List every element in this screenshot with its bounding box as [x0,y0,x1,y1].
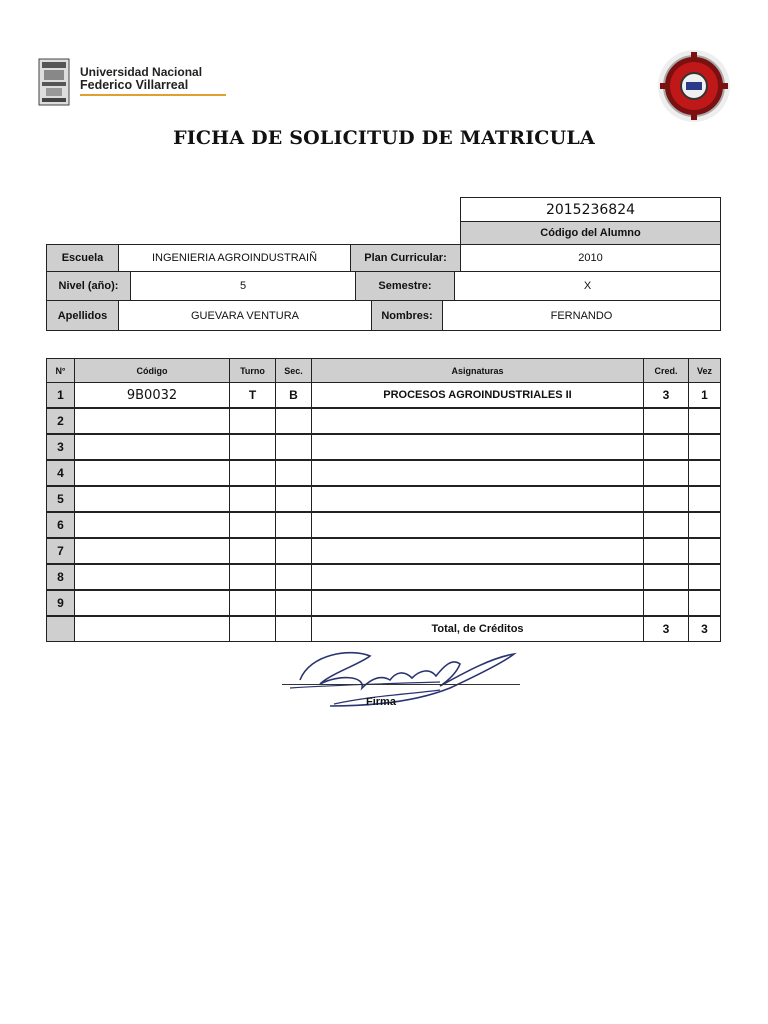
table-cell-cred [643,538,689,564]
nivel-label: Nivel (año): [46,271,131,301]
table-cell-turno [229,564,276,590]
table-cell-cred [643,408,689,434]
table-cell-vez: 1 [688,382,721,408]
table-cell-n: 3 [46,434,75,460]
table-cell-cred [643,486,689,512]
table-cell-sec [275,564,312,590]
column-header-sec: Sec. [275,358,312,383]
total-credits-label: Total, de Créditos [311,616,644,642]
table-cell-n: 1 [46,382,75,408]
university-name-line1: Universidad Nacional [80,65,203,79]
handwritten-signature-icon [290,644,522,710]
table-cell-cred [643,564,689,590]
table-cell-vez [688,538,721,564]
student-code-label: Código del Alumno [460,221,721,245]
table-cell-cred: 3 [643,382,689,408]
table-cell-n: 4 [46,460,75,486]
university-name-line2: Federico Villarreal [80,78,189,92]
table-cell-asignatura [311,486,644,512]
total-credits-value: 3 [643,616,689,642]
university-name [80,66,230,96]
plan-curricular-value: 2010 [460,244,721,272]
table-cell-vez [688,434,721,460]
table-cell-n: 8 [46,564,75,590]
table-cell-sec [275,486,312,512]
table-cell-asignatura: PROCESOS AGROINDUSTRIALES II [311,382,644,408]
escuela-value: INGENIERIA AGROINDUSTRAIÑ [118,244,351,272]
table-cell-asignatura [311,538,644,564]
table-cell-turno [229,486,276,512]
table-cell-sec: B [275,382,312,408]
column-header-codigo: Código [74,358,230,383]
table-cell-sec [275,408,312,434]
semestre-value: X [454,271,721,301]
table-cell-n: 9 [46,590,75,616]
table-cell-codigo [74,408,230,434]
page-title: FICHA DE SOLICITUD DE MATRICULA [173,127,595,149]
table-cell-asignatura [311,434,644,460]
table-cell-n: 2 [46,408,75,434]
table-cell-vez [688,408,721,434]
total-row-blank [229,616,276,642]
nombres-label: Nombres: [371,300,443,331]
table-cell-vez [688,564,721,590]
table-cell-codigo [74,512,230,538]
table-cell-vez [688,590,721,616]
table-cell-sec [275,538,312,564]
table-cell-sec [275,434,312,460]
table-cell-n: 5 [46,486,75,512]
table-cell-vez [688,460,721,486]
total-vez-value: 3 [688,616,721,642]
table-cell-cred [643,460,689,486]
table-cell-codigo [74,538,230,564]
table-cell-n: 6 [46,512,75,538]
table-cell-asignatura [311,408,644,434]
table-cell-codigo [74,460,230,486]
table-cell-sec [275,590,312,616]
faculty-seal-icon [656,48,732,124]
table-cell-codigo [74,434,230,460]
plan-curricular-label: Plan Curricular: [350,244,461,272]
column-header-cred: Cred. [643,358,689,383]
table-cell-turno: T [229,382,276,408]
semestre-label: Semestre: [355,271,455,301]
table-cell-turno [229,434,276,460]
table-cell-codigo [74,564,230,590]
escuela-label: Escuela [46,244,119,272]
table-cell-turno [229,460,276,486]
column-header-asignaturas: Asignaturas [311,358,644,383]
table-cell-codigo [74,486,230,512]
table-cell-asignatura [311,460,644,486]
nombres-value: FERNANDO [442,300,721,331]
table-cell-n: 7 [46,538,75,564]
column-header-turno: Turno [229,358,276,383]
table-cell-asignatura [311,590,644,616]
table-cell-sec [275,512,312,538]
table-cell-vez [688,486,721,512]
total-row-blank [74,616,230,642]
column-header-n: N° [46,358,75,383]
signature-label: Firma [366,696,396,708]
university-crest-icon [38,58,70,106]
apellidos-label: Apellidos [46,300,119,331]
table-cell-turno [229,590,276,616]
table-cell-turno [229,512,276,538]
nivel-value: 5 [130,271,356,301]
table-cell-turno [229,408,276,434]
apellidos-value: GUEVARA VENTURA [118,300,372,331]
total-row-blank [46,616,75,642]
table-cell-vez [688,512,721,538]
table-cell-cred [643,434,689,460]
table-cell-asignatura [311,564,644,590]
column-header-vez: Vez [688,358,721,383]
table-cell-asignatura [311,512,644,538]
student-code-value: 2015236824 [460,197,721,222]
logo-underline [80,94,226,96]
table-cell-cred [643,512,689,538]
table-cell-cred [643,590,689,616]
table-cell-codigo: 9B0032 [74,382,230,408]
signature-line [282,684,520,685]
table-cell-turno [229,538,276,564]
table-cell-codigo [74,590,230,616]
total-row-blank [275,616,312,642]
table-cell-sec [275,460,312,486]
